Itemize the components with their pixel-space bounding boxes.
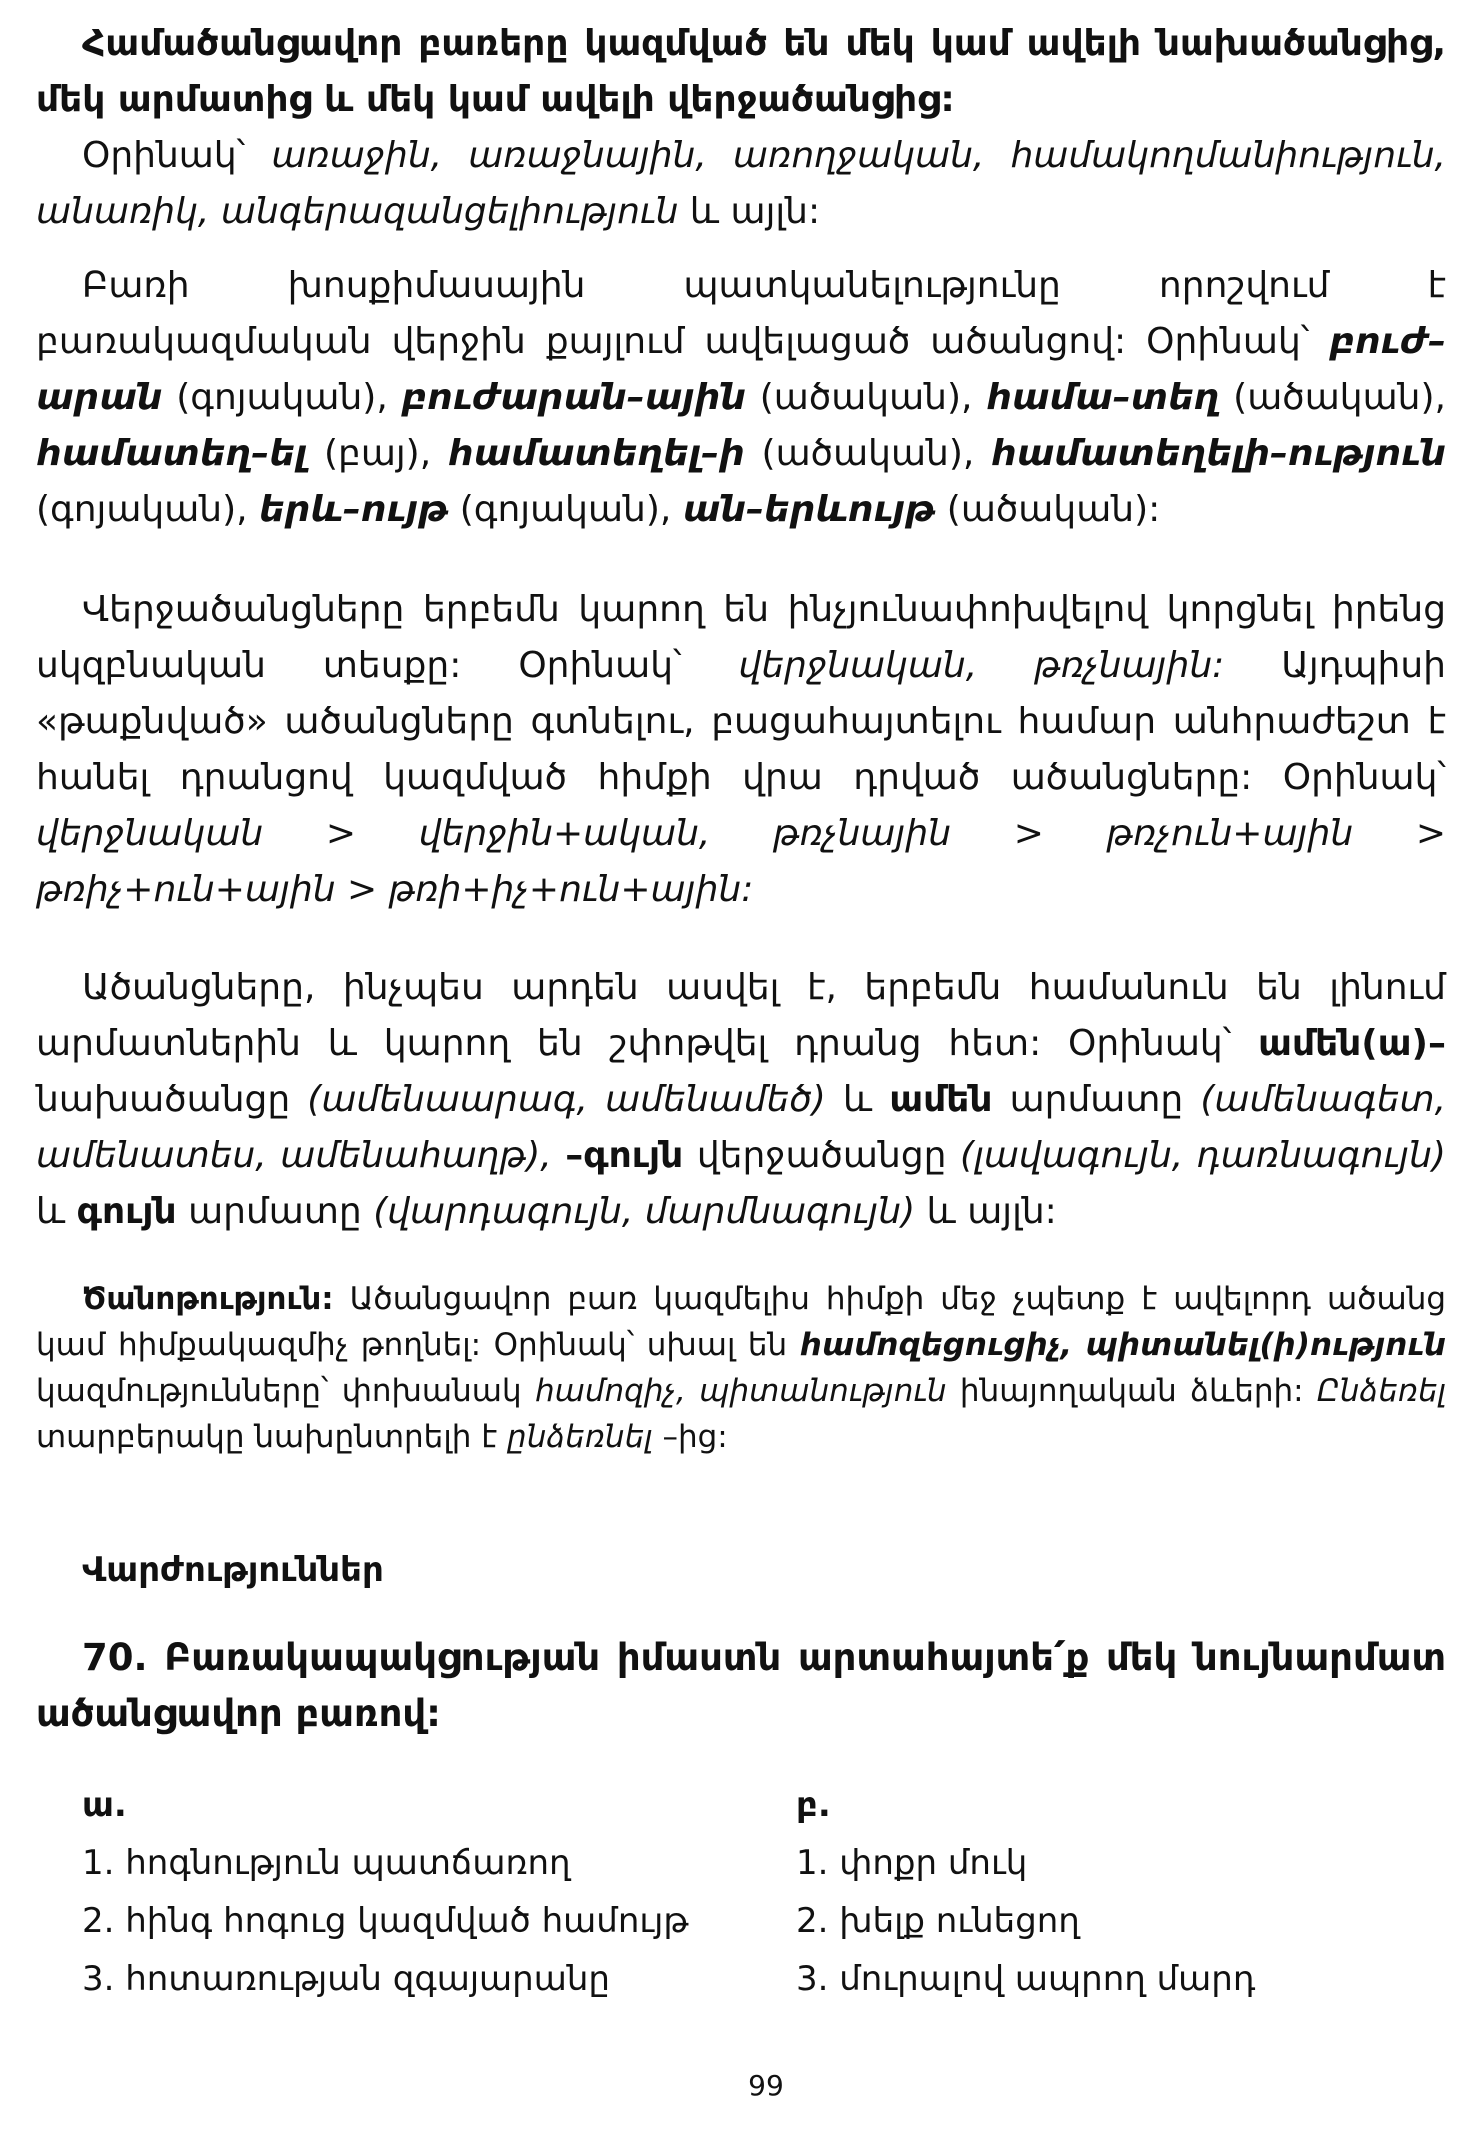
pos-note: (գոյական), bbox=[36, 489, 248, 530]
affix-example: (լավագույն, դառնագույն) bbox=[960, 1135, 1446, 1176]
list-item: 3. մուրալով ապրող մարդ bbox=[796, 1959, 1256, 1999]
affix-bold: ամեն(ա)– bbox=[1258, 1023, 1446, 1064]
note-text: կազմությունները՝ փոխանակ bbox=[36, 1373, 522, 1409]
affix-example: (ամենագետ, ամենատես, ամենահաղթ), bbox=[36, 1079, 1447, 1176]
note-label: Ծանոթություն: bbox=[82, 1281, 334, 1317]
paragraph-affix-homonyms bbox=[36, 960, 1446, 1240]
page-number: 99 bbox=[748, 2069, 784, 2102]
affix-bold: ամեն bbox=[889, 1079, 993, 1120]
pos-example: ան–երևույթ bbox=[682, 489, 936, 530]
note-example: համոզիչ, պիտանություն bbox=[535, 1373, 947, 1409]
affix-text: նախածանցը bbox=[36, 1079, 291, 1120]
note-example: համոզեցուցիչ, պիտանել(ի)ություն bbox=[799, 1327, 1446, 1363]
pos-example: բուժ–արան bbox=[36, 321, 1446, 418]
note-text: ինայողական ձևերի: bbox=[959, 1373, 1304, 1409]
list-item: 1. հոգնություն պատճառող bbox=[82, 1843, 571, 1883]
task-text: Բառակապակցության իմաստն արտահայտե՛ք մեկ նույնարմատ ածանցավոր բառով: bbox=[36, 1636, 1447, 1735]
intro-rule bbox=[36, 16, 1446, 128]
column-b-label: բ. bbox=[796, 1785, 831, 1825]
paragraph-hidden-suffixes bbox=[36, 582, 1446, 918]
list-item: 2. հինգ հոգուց կազմված համույթ bbox=[82, 1901, 689, 1941]
suffix-example: վերջնական, թռչնային: bbox=[738, 645, 1225, 686]
suffix-text: Այդպիսի «թաքնված» ածանցները գտնելու, բացահայտելու համար անհրաժեշտ է հանել դրանցով կազմված հիմքի վրա դրված ածանցները: Օրինակ՝ bbox=[36, 645, 1446, 798]
note-paragraph bbox=[36, 1276, 1446, 1460]
affix-text: և այլն: bbox=[926, 1191, 1057, 1232]
pos-example: համատեղելի–ություն bbox=[991, 433, 1447, 474]
column-b bbox=[796, 1776, 1396, 2008]
pos-note: (բայ), bbox=[323, 433, 432, 474]
note-text: Ածանցավոր բառ կազմելիս հիմքի մեջ չպետք է ավելորդ ածանց կամ հիմքակազմիչ թողնել: Օրինակ՝ սխալ են bbox=[36, 1281, 1446, 1363]
intro-rule-text: Համածանցավոր բառերը կազմված են մեկ կամ ավելի նախածանցից, մեկ արմատից և մեկ կամ ավելի վերջածանցից: bbox=[36, 23, 1446, 120]
pos-text: Բառի խոսքիմասային պատկանելությունը որոշվում է բառակազմական վերջին քայլում ավելացած ածանցով: Օրինակ՝ bbox=[36, 265, 1446, 362]
task-number: 70. bbox=[82, 1636, 148, 1679]
pos-note: (ածական), bbox=[759, 377, 973, 418]
affix-text: և bbox=[842, 1079, 873, 1120]
affix-text: և bbox=[36, 1191, 66, 1232]
affix-text: Ածանցները, ինչպես արդեն ասվել է, երբեմն համանուն են լինում արմատներին և կարող են շփոթվել դրանց հետ: Օրինակ՝ bbox=[36, 967, 1446, 1064]
affix-text: արմատը bbox=[1009, 1079, 1184, 1120]
column-a bbox=[82, 1776, 722, 2008]
affix-example: (ամենաարագ, ամենամեծ) bbox=[307, 1079, 826, 1120]
intro-examples bbox=[36, 128, 1446, 240]
pos-example: համատեղ–ել bbox=[36, 433, 308, 474]
note-text: –ից: bbox=[662, 1419, 728, 1455]
pos-note: (ածական), bbox=[761, 433, 975, 474]
note-text: տարբերակը նախընտրելի է bbox=[36, 1419, 498, 1455]
intro-example-words: առաջին, առաջնային, առողջական, համակողմանիություն, անառիկ, անգերազանցելիություն bbox=[36, 135, 1446, 232]
exercises-heading: Վարժություններ bbox=[82, 1550, 384, 1590]
textbook-page bbox=[36, 0, 1446, 2150]
pos-note: (ածական), bbox=[1233, 377, 1446, 418]
pos-note: (գոյական), bbox=[459, 489, 672, 530]
task-70 bbox=[36, 1630, 1446, 1742]
affix-example: (վարդագույն, մարմնագույն) bbox=[373, 1191, 916, 1232]
pos-example: բուժարան–ային bbox=[401, 377, 746, 418]
list-item: 3. հոտառության զգայարանը bbox=[82, 1959, 610, 1999]
paragraph-part-of-speech bbox=[36, 258, 1446, 538]
pos-example: համատեղել–ի bbox=[447, 433, 745, 474]
pos-example: համա–տեղ bbox=[986, 377, 1220, 418]
etc-text: և այլն: bbox=[689, 191, 821, 232]
affix-text: արմատը bbox=[188, 1191, 362, 1232]
list-item: 2. խելք ունեցող bbox=[796, 1901, 1080, 1941]
example-prefix: Օրինակ՝ bbox=[82, 135, 246, 176]
pos-example: երև–ույթ bbox=[259, 489, 449, 530]
affix-bold: –գույն bbox=[565, 1135, 684, 1176]
affix-bold: գույն bbox=[76, 1191, 177, 1232]
list-item: 1. փոքր մուկ bbox=[796, 1843, 1028, 1883]
note-example: ընձեռնել bbox=[507, 1419, 653, 1455]
pos-note: (գոյական), bbox=[176, 377, 388, 418]
affix-text: վերջածանցը bbox=[696, 1135, 947, 1176]
suffix-text: Վերջածանցները երբեմն կարող են ինչյունափոխվելով կորցնել իրենց սկզբնական տեսքը: Օրինակ՝ bbox=[36, 589, 1446, 686]
column-a-label: ա. bbox=[82, 1785, 127, 1825]
suffix-example: վերջնական > վերջին+ական, թռչնային > թռչուն+ային > թռիչ+ուն+ային > թռի+իչ+ուն+ային: bbox=[36, 813, 1446, 910]
note-example: Ընձեռել bbox=[1317, 1373, 1447, 1409]
pos-note: (ածական): bbox=[946, 489, 1161, 530]
